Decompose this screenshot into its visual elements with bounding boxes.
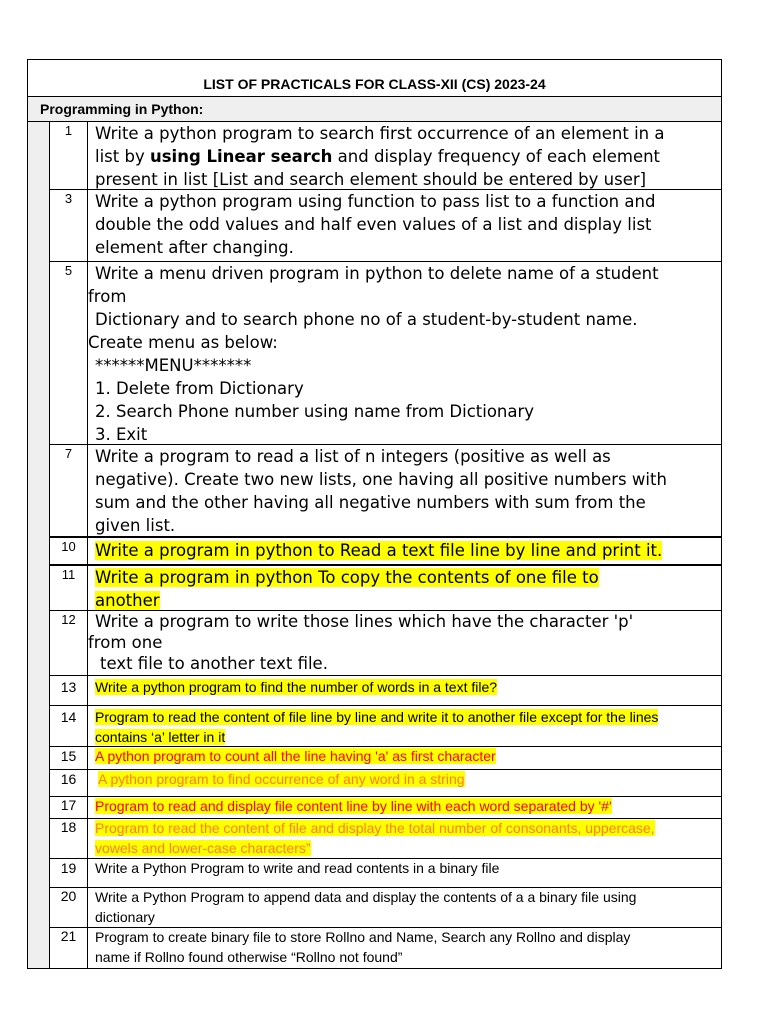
text-line: Write a Python Program to write and read contents in a binary file [95,860,500,876]
table-row [50,747,721,770]
row-number: 14 [50,706,88,746]
table-row [50,190,721,262]
row-text [98,770,713,790]
table-row [50,611,721,676]
text-line: element after changing. [95,238,294,257]
row-text [95,797,713,817]
row-text [88,262,713,446]
text-line: Write a program to read a list of n integers (positive as well as [95,447,611,466]
row-number: 7 [50,445,88,536]
highlighted-text: Program to read the content of file line by line and write it to another file except for the lines [95,709,659,725]
table-row [50,797,721,819]
text-line: dictionary [95,908,155,925]
table-row [50,888,721,928]
text-line: sum and the other having all negative numbers with sum from the [95,493,646,512]
text-line-with-bold: list by using Linear search and display frequency of each element [95,147,661,166]
text-line: from [88,287,127,306]
text-line: present in list [List and search element should be entered by user] [95,170,647,189]
text-line: ******MENU******* [95,356,252,375]
table-row [50,445,721,537]
row-number: 15 [50,747,88,769]
text-line: 3. Exit [95,425,148,444]
row-number: 16 [50,770,88,796]
highlighted-text: Write a python program to find the number of words in a text file? [95,679,498,695]
text-line: double the odd values and half even values of a list and display list [95,215,652,234]
row-text [95,747,713,767]
practicals-table [27,59,722,969]
highlighted-text: vowels and lower-case characters” [95,839,311,856]
row-text [95,122,713,191]
row-text [95,539,713,562]
left-margin-column [28,122,50,968]
table-row [50,122,721,190]
section-title: Programming in Python: [40,101,204,117]
row-number: 13 [50,676,88,705]
table-row [50,565,721,611]
highlighted-text: A python program to count all the line having 'a' as first character [95,748,496,764]
row-text [95,678,713,698]
row-number: 18 [50,819,88,858]
table-row [50,706,721,747]
table-row [50,859,721,888]
row-number: 19 [50,859,88,887]
text-line: Write a python program to search first occurrence of an element in a [95,124,665,143]
row-number: 20 [50,888,88,927]
row-number: 11 [50,566,88,610]
text-line: Write a python program using function to pass list to a function and [95,192,656,211]
text-line: 2. Search Phone number using name from Dictionary [95,402,535,421]
highlighted-text: contains ‘a’ letter in it [95,728,226,745]
text-line: negative). Create two new lists, one having all positive numbers with [95,470,667,489]
text-line: Write a Python Program to append data and display the contents of a a binary file using [95,889,637,905]
row-number: 17 [50,797,88,818]
table-row [50,676,721,706]
text-line: Program to create binary file to store Rollno and Name, Search any Rollno and display [95,929,631,945]
highlighted-text: Program to read the content of file and display the total number of consonants, uppercase, [95,820,655,836]
row-number: 3 [50,190,88,261]
table-row [50,819,721,859]
table-row [50,262,721,445]
row-number: 1 [50,122,88,189]
row-number: 10 [50,538,88,564]
highlighted-text: Program to read and display file content line by line with each word separated by '#' [95,798,612,814]
table-row [50,770,721,797]
text-line: Write a program to write those lines which have the character 'p' [95,612,634,631]
highlighted-text: A python program to find occurrence of any word in a string [98,771,465,787]
row-number: 21 [50,928,88,968]
document-title: LIST OF PRACTICALS FOR CLASS-XII (CS) 2023-24 [203,76,546,92]
row-number: 5 [50,262,88,444]
highlighted-text: another [95,591,160,610]
row-text [95,190,713,259]
text-line: name if Rollno found otherwise “Rollno not found” [95,948,403,965]
row-text [95,859,713,879]
text-line: from one [88,633,163,652]
highlighted-text: Write a program in python To copy the contents of one file to [95,568,599,587]
text-line: given list. [95,516,176,535]
row-text [88,611,713,674]
table-row [50,928,721,968]
text-line: Dictionary and to search phone no of a student-by-student name. [95,310,638,329]
highlighted-text: Write a program in python to Read a text file line by line and print it. [95,541,663,560]
row-text [95,888,713,927]
bold-phrase: using Linear search [149,147,333,166]
row-number: 12 [50,611,88,675]
row-text [95,566,713,612]
text-line: Write a menu driven program in python to delete name of a student [95,264,659,283]
section-header [28,96,721,122]
table-row [50,537,721,565]
text-line: Create menu as below: [88,333,278,352]
row-text [95,819,713,858]
text-line: text file to another text file. [100,654,328,673]
row-text [95,928,713,967]
row-text [95,445,713,537]
row-text [95,708,713,747]
text-line: 1. Delete from Dictionary [95,379,304,398]
